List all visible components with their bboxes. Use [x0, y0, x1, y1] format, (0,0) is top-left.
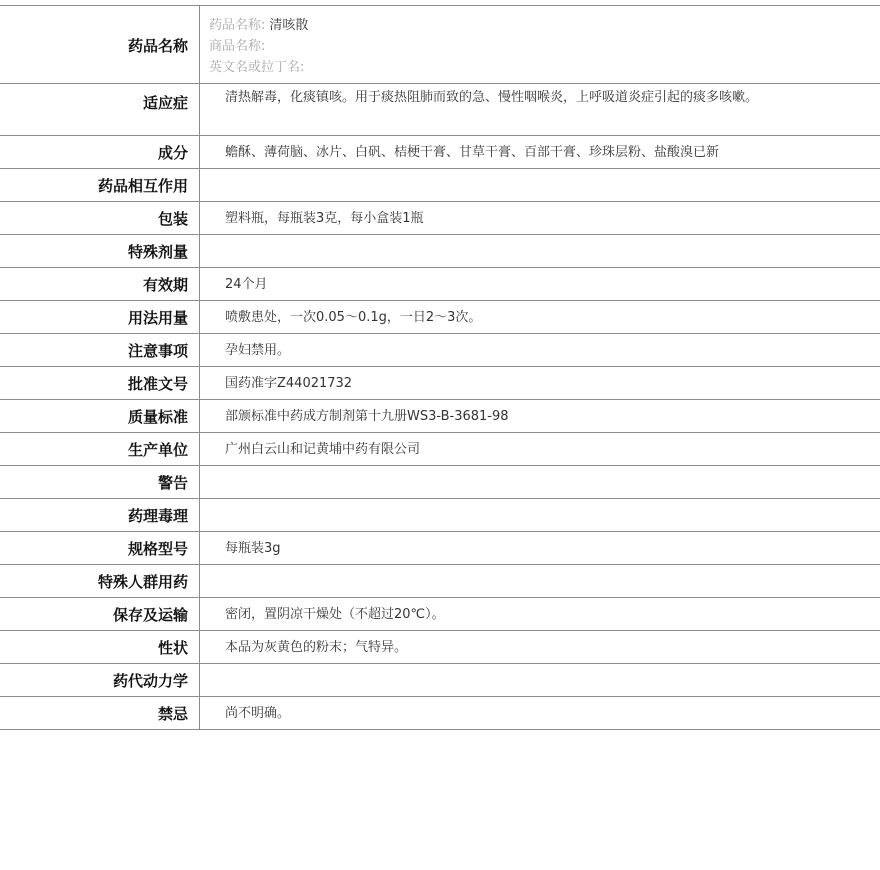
- row-contraindications: [0, 697, 880, 730]
- drug-info-table: [0, 5, 880, 730]
- row-label-shelf-life: 有效期: [0, 268, 200, 300]
- row-value-pharmacokinetics: [200, 664, 880, 696]
- trade-name-line: [209, 36, 269, 57]
- row-value-warning: [200, 466, 880, 498]
- row-value-contraindications: 尚不明确。: [225, 705, 291, 721]
- row-value-storage-transport: 密闭，置阴凉干燥处（不超过20℃）。: [225, 606, 445, 622]
- row-label-special-populations: 特殊人群用药: [0, 565, 200, 597]
- row-shelf-life: [0, 268, 880, 301]
- row-label-precautions: 注意事项: [0, 334, 200, 366]
- row-value-quality-standard: 部颁标准中药成方制剂第十九册WS3-B-3681-98: [225, 408, 509, 424]
- row-pharmacology-toxicology: [0, 499, 880, 532]
- row-value-special-dosage: [200, 235, 880, 267]
- row-manufacturer: [0, 433, 880, 466]
- row-value-specification: 每瓶装3g: [225, 540, 281, 556]
- row-label-drug-name: 药品名称: [0, 6, 200, 83]
- row-value-packaging: 塑料瓶，每瓶装3克，每小盒装1瓶: [225, 210, 424, 226]
- row-approval-number: [0, 367, 880, 400]
- row-label-indications: 适应症: [0, 84, 200, 135]
- row-label-packaging: 包装: [0, 202, 200, 234]
- generic-name-line: [209, 15, 308, 36]
- row-label-drug-interactions: 药品相互作用: [0, 169, 200, 201]
- trade-name-key: 商品名称:: [209, 39, 266, 54]
- row-value-precautions: 孕妇禁用。: [225, 342, 291, 358]
- row-value-manufacturer: 广州白云山和记黄埔中药有限公司: [225, 441, 421, 457]
- row-ingredients: [0, 136, 880, 169]
- row-value-indications: 清热解毒，化痰镇咳。用于痰热阻肺而致的急、慢性咽喉炎，上呼吸道炎症引起的痰多咳嗽。: [225, 90, 759, 105]
- row-label-contraindications: 禁忌: [0, 697, 200, 729]
- row-label-special-dosage: 特殊剂量: [0, 235, 200, 267]
- row-specification: [0, 532, 880, 565]
- row-label-ingredients: 成分: [0, 136, 200, 168]
- row-drug-name: [0, 6, 880, 84]
- english-name-line: [209, 57, 308, 78]
- row-label-pharmacokinetics: 药代动力学: [0, 664, 200, 696]
- row-quality-standard: [0, 400, 880, 433]
- row-label-specification: 规格型号: [0, 532, 200, 564]
- english-name-key: 英文名或拉丁名:: [209, 60, 305, 75]
- row-value-drug-interactions: [200, 169, 880, 201]
- row-special-dosage: [0, 235, 880, 268]
- row-label-manufacturer: 生产单位: [0, 433, 200, 465]
- row-value-shelf-life: 24个月: [225, 276, 268, 292]
- row-value-special-populations: [200, 565, 880, 597]
- row-label-quality-standard: 质量标准: [0, 400, 200, 432]
- generic-name-value: 清咳散: [269, 18, 309, 33]
- row-indications: [0, 84, 880, 136]
- row-usage-dosage: [0, 301, 880, 334]
- row-label-description: 性状: [0, 631, 200, 663]
- row-value-approval-number: 国药准字Z44021732: [225, 375, 353, 391]
- row-precautions: [0, 334, 880, 367]
- row-storage-transport: [0, 598, 880, 631]
- row-label-pharmacology-toxicology: 药理毒理: [0, 499, 200, 531]
- row-value-description: 本品为灰黄色的粉末；气特异。: [225, 639, 408, 655]
- row-packaging: [0, 202, 880, 235]
- row-value-pharmacology-toxicology: [200, 499, 880, 531]
- row-description: [0, 631, 880, 664]
- row-pharmacokinetics: [0, 664, 880, 697]
- row-value-usage-dosage: 喷敷患处，一次0.05～0.1g，一日2～3次。: [225, 309, 482, 325]
- row-special-populations: [0, 565, 880, 598]
- row-value-ingredients: 蟾酥、薄荷脑、冰片、白矾、桔梗干膏、甘草干膏、百部干膏、珍珠层粉、盐酸溴已新: [225, 144, 720, 160]
- generic-name-key: 药品名称:: [209, 18, 266, 33]
- row-label-approval-number: 批准文号: [0, 367, 200, 399]
- row-value-drug-name: [200, 6, 880, 83]
- row-drug-interactions: [0, 169, 880, 202]
- row-label-usage-dosage: 用法用量: [0, 301, 200, 333]
- row-warning: [0, 466, 880, 499]
- row-label-storage-transport: 保存及运输: [0, 598, 200, 630]
- row-label-warning: 警告: [0, 466, 200, 498]
